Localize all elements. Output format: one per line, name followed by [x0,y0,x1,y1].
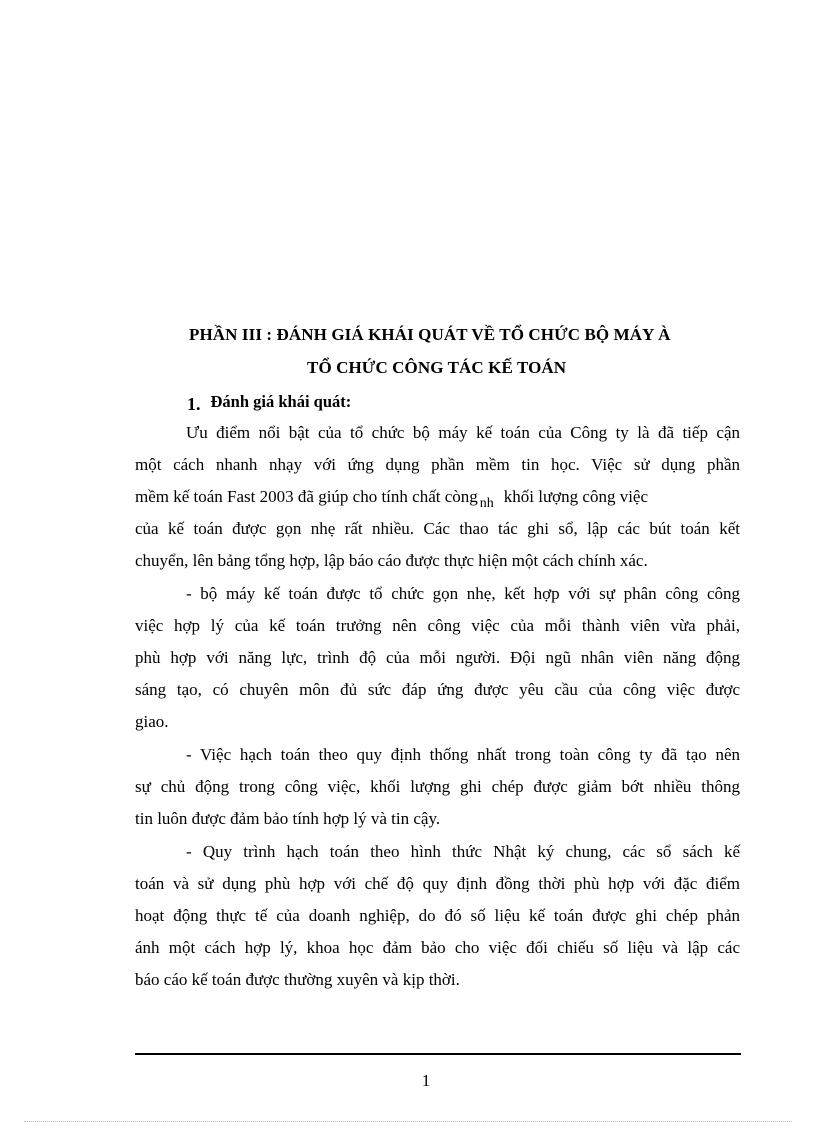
part-title-line-2: TỔ CHỨC CÔNG TÁC KẾ TOÁN [307,358,567,377]
body-line: - bộ máy kế toán được tổ chức gọn nhẹ, kết hợp với sự phân công công [186,584,740,603]
body-line: sáng tạo, có chuyên môn đủ sức đáp ứng được yêu cầu của công việc được [135,680,740,699]
body-line: của kế toán được gọn nhẹ rất nhiều. Các thao tác ghi sổ, lập các bút toán kết [135,519,740,538]
body-line: báo cáo kế toán được thường xuyên và kịp thời. [135,970,460,989]
inline-subscript: nh [479,496,494,511]
body-line: hoạt động thực tế của doanh nghiệp, do đó số liệu kế toán được ghi chép phản [135,906,740,925]
body-line-start: mềm kế toán Fast 2003 đã giúp cho tính chất còng [135,487,478,506]
body-line: - Quy trình hạch toán theo hình thức Nhật ký chung, các sổ sách kế [186,842,740,861]
page-number: 1 [421,1071,431,1090]
section-heading [187,391,351,412]
body-line: sự chủ động trong công việc, khối lượng ghi chép được giảm bớt nhiều thông [135,777,740,796]
body-line: toán và sử dụng phù hợp với chế độ quy định đồng thời phù hợp với đặc điểm [135,874,740,893]
part-title-line-1: PHẦN III : ĐÁNH GIÁ KHÁI QUÁT VỀ TỔ CHỨC BỘ MÁY À [189,325,671,344]
body-line-end: khối lượng công việc [503,487,649,506]
body-line: tin luôn được đảm bảo tính hợp lý và tin cậy. [135,809,441,828]
body-line [135,487,740,509]
footer-divider [135,1053,741,1055]
body-line: - Việc hạch toán theo quy định thống nhất trong toàn công ty đã tạo nên [186,745,740,764]
body-line: một cách nhanh nhạy với ứng dụng phần mềm tin học. Việc sử dụng phần [135,455,740,474]
body-line: giao. [135,712,169,731]
body-line: Ưu điểm nổi bật của tổ chức bộ máy kế toán của Công ty là đã tiếp cận [186,423,740,442]
section-number: 1. [187,394,201,414]
body-line: ánh một cách hợp lý, khoa học đảm bảo cho việc đối chiếu số liệu và lập các [135,938,740,957]
body-line: chuyển, lên bảng tổng hợp, lập báo cáo được thực hiện một cách chính xác. [135,551,648,570]
page-edge [24,1121,792,1122]
body-line: phù hợp với năng lực, trình độ của mỗi người. Đội ngũ nhân viên năng động [135,648,740,667]
section-heading-text: Đánh giá khái quát: [210,392,352,411]
body-line: việc hợp lý của kế toán trưởng nên công việc của mỗi thành viên vừa phải, [135,616,740,635]
